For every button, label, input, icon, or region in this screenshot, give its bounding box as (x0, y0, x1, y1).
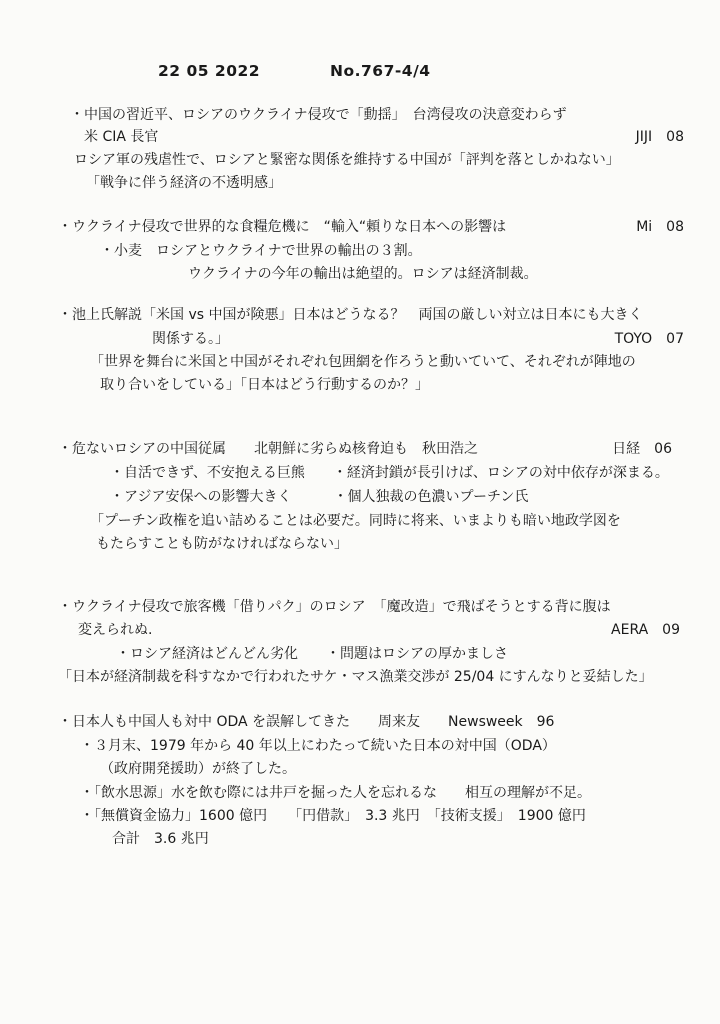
article-title: ・中国の習近平、ロシアのウクライナ侵攻で「動揺」 台湾侵攻の決意変わらず (70, 107, 567, 123)
article-line: （政府開発援助）が終了した。 (100, 761, 296, 777)
article-title: ・池上氏解説「米国 vs 中国が険悪」日本はどうなる？ 両国の厳しい対立は日本にも大きく (58, 307, 643, 323)
article-line: 「プーチン政権を追い詰めることは必要だ。同時に将来、いまよりも暗い地政学図を (90, 513, 621, 529)
article-title: ・ウクライナ侵攻で旅客機「借りパク」のロシア 「魔改造」で飛ばそうとする背に腹は (58, 599, 611, 615)
article-line: ・「無償資金協力」1600 億円 「円借款」 3.3 兆円 「技術支援」 1900 億円 (80, 808, 586, 824)
article-source: 日経 06 (612, 441, 672, 457)
article-line: ウクライナの今年の輸出は絶望的。ロシアは経済制裁。 (188, 266, 538, 282)
article-source: JIJI 08 (635, 129, 684, 145)
article-source: AERA 09 (611, 622, 680, 638)
article-line: ・「飲水思源」水を飲む際には井戸を掘った人を忘れるな 相互の理解が不足。 (80, 785, 591, 801)
article-line: ・小麦 ロシアとウクライナで世界の輸出の３割。 (100, 243, 422, 259)
article-title-cont: 米 CIA 長官 (84, 129, 159, 145)
header-date: 22 05 2022 (158, 62, 261, 80)
article-source: TOYO 07 (614, 331, 684, 347)
article-line: もたらすことも防がなければならない」 (96, 536, 348, 552)
article-line: 「戦争に伴う経済の不透明感」 (86, 175, 282, 191)
article-title-cont: 変えられぬ. (78, 622, 153, 638)
article-title-cont: 関係する。」 (152, 331, 229, 347)
article-source: Mi 08 (636, 219, 684, 235)
article-line: ・ロシア経済はどんどん劣化 ・問題はロシアの厚かましさ (116, 646, 508, 662)
article-title: ・日本人も中国人も対中 ODA を誤解してきた 周来友 Newsweek 96 (58, 714, 555, 730)
article-line: 合計 3.6 兆円 (112, 831, 209, 847)
header-number: No.767-4/4 (330, 62, 431, 80)
article-line: ・自活できず、不安抱える巨熊 ・経済封鎖が長引けば、ロシアの対中依存が深まる。 (110, 465, 669, 481)
article-line: 「世界を舞台に米国と中国がそれぞれ包囲網を作ろうと動いていて、それぞれが陣地の (90, 354, 636, 370)
article-line: ・アジア安保への影響大きく ・個人独裁の色濃いプーチン氏 (110, 489, 529, 505)
article-line: 「日本が経済制裁を科すなかで行われたサケ・マス漁業交渉が 25/04 にすんなりと妥結した」 (58, 669, 653, 685)
article-line: 取り合いをしている」「日本はどう行動するのか？」 (100, 377, 429, 393)
article-line: ・３月末、1979 年から 40 年以上にわたって続いた日本の対中国（ODA） (80, 738, 556, 754)
article-title: ・危ないロシアの中国従属 北朝鮮に劣らぬ核脅迫も 秋田浩之 (58, 441, 478, 457)
article-line: ロシア軍の残虐性で、ロシアと緊密な関係を維持する中国が「評判を落としかねない」 (74, 152, 620, 168)
article-title: ・ウクライナ侵攻で世界的な食糧危機に “輸入“頼りな日本への影響は (58, 219, 507, 235)
